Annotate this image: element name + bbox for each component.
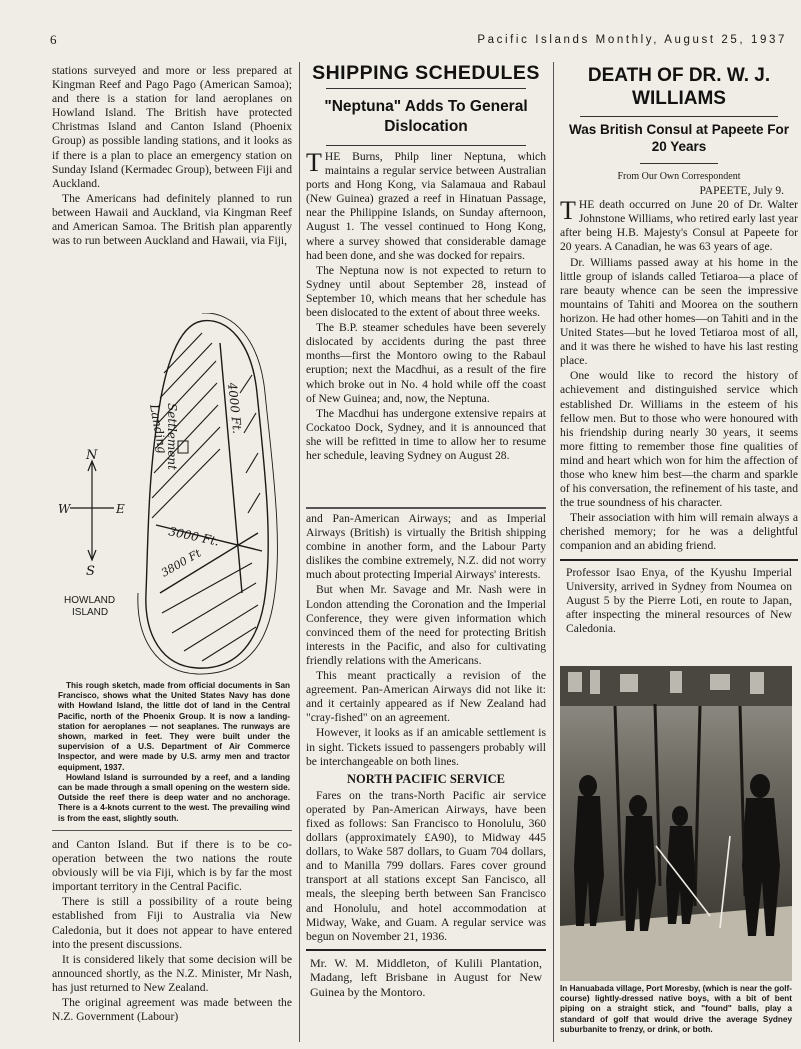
settlement-label: Settlement xyxy=(165,403,179,470)
col1-para-1: stations surveyed and more or less prepared at Kingman Reef and Pago Pago (American Samoa); and there is a station for land aeroplanes on Howland Island. The British have protected Christmas Island and Canton Island (Phoenix Group) as possible landing stations, and it looks as if there is a plan to place an emergency station on Sunday Island (Kermadec Group), between Fiji and Auckland. xyxy=(52,64,292,190)
fares-para: Fares on the trans-North Pacific air service operated by Pan-American Airways, have been fixed as follows: San Francisco to Honolulu, 360 dollars (approximately £A90), to Midway 445 dollars, to Wake 587 dollars, to Guam 704 dollars, and to Manilla 799 dollars. Fares cover ground transport at all stations except San Fancisco, all meals, the sleeping berth between San Francisco and Honolulu, and hotel accommodation at Midway, Wake, and Guam. A regular service was begun on November 21, 1936. xyxy=(306,788,546,943)
page-header xyxy=(50,34,787,52)
death-heading: DEATH OF DR. W. J. WILLIAMS xyxy=(587,65,771,109)
neptuna-subheading: "Neptuna" Adds To General Dislocation xyxy=(324,98,528,135)
neptuna-para-4: The Macdhui has undergone extensive repairs at Cockatoo Dock, Sydney, and it is announced that she will be refitted in time to allow her to resume her schedule, leaving Sydney on August 28. xyxy=(306,406,546,462)
page-number: 6 xyxy=(50,32,57,47)
enya-rule xyxy=(560,559,798,561)
col1-para-4: There is still a possibility of a route being established from Fiji to Australia via New Caledonia, but it does not appear to have entered into the present discussions. xyxy=(52,895,292,951)
masthead: Pacific Islands Monthly, August 25, 1937 xyxy=(477,34,787,46)
airways-para-3: This meant practically a revision of the agreement. Pan-American Airways did not like it: and it certainly appeared as if New Zealand had "cray-fished" on an agreement. xyxy=(306,669,546,725)
obit-para-1: THE death occurred on June 20 of Dr. Walter Johnstone Williams, who retired early last year after being H.B. Majesty's Consul at Papeete for 20 years. A Canadian, he was 63 years of age. xyxy=(560,196,798,254)
compass-north-label: N xyxy=(86,448,98,463)
column-1-bottom xyxy=(52,838,292,1025)
island-name-line-2: ISLAND xyxy=(72,607,109,618)
col1-para-3: and Canton Island. But if there is to be co-operation between the two nations the route obviously will be via Fiji, which is by far the most important territory in the Central Pacific. xyxy=(52,838,292,894)
heading-rule xyxy=(326,88,526,89)
airways-para-2: But when Mr. Savage and Mr. Nash were in London attending the Coronation and the Imperial Conference, they were given information which convinced them of the need for protecting British interests in the Pacific, and also for cultivating friendly relations with the Americans. xyxy=(306,583,546,667)
column-1-top xyxy=(52,64,292,249)
enya-note: Professor Isao Enya, of the Kyushu Imperial University, arrived in Sydney from Noumea on August 5 by the Pierre Loti, en route to Japan, after inspecting the mineral resources of New Caledonia. xyxy=(566,565,792,635)
column-2-bottom xyxy=(306,512,546,1001)
map-caption-para-1: This rough sketch, made from official documents in San Francisco, shows what the United States Navy has done with Howland Island, the little dot of land in the Central Pacific, north of the Phoenix Group. It is now a landing-station for aeroplanes — not seaplanes. The runways are shown, marked in feet. They were built under the supervision of a U.S. Department of Air Commerce Inspector, and were made by U.S. army men and tractor equipment, 1937. xyxy=(58,681,290,772)
col1-para-2: The Americans had definitely planned to run between Hawaii and Auckland, via Kingman Reef and American Samoa. The British plan apparently was to run between Auckland and Hawaii, via Fiji, xyxy=(52,191,292,248)
column-rule-1 xyxy=(299,62,300,1042)
runway-4000-label: 4000 Ft. xyxy=(225,381,245,435)
landing-label: Landing xyxy=(147,403,170,455)
dateline: PAPEETE, July 9. xyxy=(699,185,784,198)
shipping-schedules-heading: SHIPPING SCHEDULES xyxy=(312,62,540,84)
runway-north-south xyxy=(220,343,245,593)
airways-para-1: and Pan-American Airways; and as Imperial Airways (British) is virtually the British shipping combine in another form, and the Labour Party dislikes the combine extremely, N.Z. did not worry much about protecting Imperial Airways' interests. xyxy=(306,512,546,582)
compass-east-label: E xyxy=(116,502,125,516)
drop-cap: T xyxy=(306,148,322,177)
compass-west-label: W xyxy=(58,502,71,516)
photo-caption: In Hanuabada village, Port Moresby, (which is near the golf-course) lightly-dressed native boys, with a bit of bent piping on a straight stick, and "found" balls, play a standard of golf that would drive the average Sydney suburbanite to frenzy, or drink, or both. xyxy=(560,984,792,1034)
consul-rule xyxy=(640,163,718,164)
map-caption xyxy=(58,681,290,824)
obit-para-3: One would like to record the history of achievement and distinguished service which established Dr. Williams in the esteem of his fellow men. But to those who were honoured with his friendship during nearly 30 years, it seems more fitting to remember those fine qualities of mind and heart which won for him the affection of those who knew him best—the charm and sparkle of his conversation, the refinement of his taste, and the true soundness of his character. xyxy=(560,369,798,510)
reef-outline xyxy=(138,313,278,674)
col1-para-5: It is considered likely that some decision will be announced shortly, as the N.Z. Minister, Mr Nash, has just returned to New Zealand. xyxy=(52,952,292,994)
death-heading-rule xyxy=(580,116,778,117)
column-2-top xyxy=(306,62,546,464)
obit-para-4: Their association with him will remain always a cherished memory; for he was a delightful companion and an abiding friend. xyxy=(560,511,798,553)
col1-para-6: The original agreement was made between the N.Z. Government (Labour) xyxy=(52,996,292,1024)
obit-drop-cap: T xyxy=(560,196,576,226)
consul-subheading: Was British Consul at Papeete For 20 Years xyxy=(568,122,790,154)
map-caption-rule xyxy=(52,830,292,831)
correspondent-byline: From Our Own Correspondent xyxy=(617,171,741,182)
runway-3800-label: 3800 Ft xyxy=(159,546,204,580)
compass-south-label: S xyxy=(86,564,95,579)
column-rule-2 xyxy=(553,62,554,1042)
airways-para-4: However, it looks as if an amicable settlement is in sight. Tickets issued to passengers probably will be interchangeable on both lines. xyxy=(306,726,546,768)
neptuna-para-3: The B.P. steamer schedules have been severely dislocated by accidents during the past three months—first the Montoro owing to the Rabaul eruption; next the Macdhui, as a result of the fire which broke out in No. 4 hold while off the coast of New Guinea; and, now, the Neptuna. xyxy=(306,321,546,405)
neptuna-para-1: THE Burns, Philp liner Neptuna, which maintains a regular service between Australian ports and Hong Kong, via Salamaua and Rabaul (New Guinea) grazed a reef in Hinatuan Passage, near the Philippine Islands, on Sunday afternoon, August 1. The vessel continued to Hong Kong, where a survey showed that considerable damage had been done, and she was docked for repairs. xyxy=(306,148,546,262)
hanuabada-golf-photo xyxy=(560,666,792,981)
runway-3000-label: 3000 Ft. xyxy=(167,524,221,549)
obit-para-2: Dr. Williams passed away at his home in the little group of islands called Tetiaroa—a place of rare beauty whence can be seen the impressive mountains of Tahiti and Moorea on the southern horizon. He had other homes—on Tahiti and in the United States—but he loved Tetiaroa most of all, and it was there he wished to have his last resting place. xyxy=(560,255,798,368)
map-caption-para-2: Howland Island is surrounded by a reef, and a landing can be made through a small opening on the western side. Outside the reef there is deep water and no anchorage. There is a 4-knots current to the west. The prevailing wind is from the east, slightly south. xyxy=(58,772,290,823)
neptuna-para-2: The Neptuna now is not expected to return to Sydney until about September 28, instead of September 10, which means that her schedule has been dislocated to the extent of about three weeks. xyxy=(306,263,546,320)
subheading-rule xyxy=(326,145,526,146)
north-pacific-heading: NORTH PACIFIC SERVICE xyxy=(347,771,505,786)
middleton-note: Mr. W. M. Middleton, of Kulili Plantation, Madang, left Brisbane in August for New Guinea by the Montoro. xyxy=(310,955,542,999)
howland-island-map xyxy=(52,313,296,675)
article-divider xyxy=(306,507,546,509)
note-rule xyxy=(306,949,546,951)
island-name-line-1: HOWLAND xyxy=(64,595,116,606)
column-3 xyxy=(560,62,798,637)
